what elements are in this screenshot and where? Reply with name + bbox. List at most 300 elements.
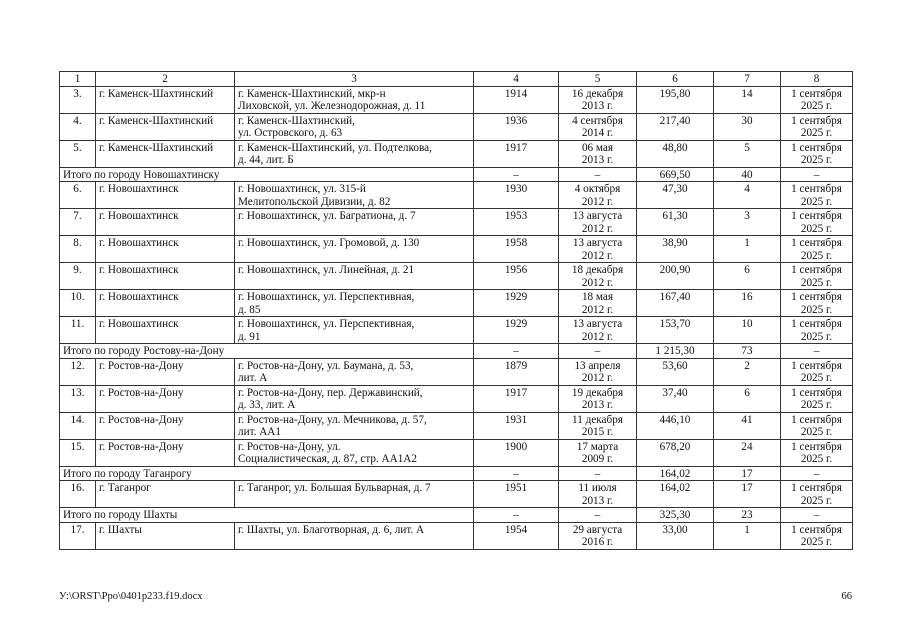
number-cell-line: 5. [73,141,82,154]
count-cell-line: 17 [741,482,753,494]
header-cell: 2 [96,72,235,87]
area-cell [637,439,714,466]
deadline-cell-line: 2025 г. [800,100,833,112]
address-cell-line: г. Каменск-Шахтинский, [238,114,355,127]
date-cell-line: 18 мая [581,291,614,303]
address-cell [235,522,474,549]
count-cell [714,522,781,549]
city-cell [96,481,235,508]
city-cell [96,182,235,209]
total-label-line: Итого по городу Шахты [63,509,178,521]
deadline-cell-line: 2025 г. [800,330,833,343]
area-cell [637,236,714,263]
deadline-cell-line: 1 сентября [791,440,842,453]
date-cell-line: 2016 г. [581,536,614,548]
deadline-cell-line: 2025 г. [800,276,833,289]
deadline-cell [781,412,853,439]
count-cell-line: 30 [741,114,753,127]
year-cell-line: 1958 [504,237,528,249]
year-cell-line: 1953 [504,210,528,222]
table-body [60,72,853,550]
date-cell [559,344,637,359]
city-cell [96,358,235,385]
count-cell [714,290,781,317]
date-cell [559,481,637,508]
address-cell-line: г. Новошахтинск, ул. Багратиона, д. 7 [238,210,416,222]
area-cell [637,113,714,140]
address-cell-line: г. Каменск-Шахтинский, ул. Подтелкова, [238,141,432,154]
number-cell-line: 17. [70,523,85,536]
count-cell-line: 6 [744,386,750,399]
deadline-cell-line: 1 сентября [791,523,842,536]
city-cell-line: г. Ростов-на-Дону [99,359,184,372]
date-cell-line: 13 апреля [574,359,621,372]
address-cell-line: г. Новошахтинск, ул. Линейная, д. 21 [238,264,415,276]
date-cell [559,167,637,182]
total-label-line: Итого по городу Новошахтинску [63,168,220,181]
count-cell-line: 16 [741,291,753,303]
city-cell [96,290,235,317]
header-cell: 5 [559,72,637,87]
deadline-cell [781,508,853,523]
date-cell-line: – [594,509,601,521]
date-cell [559,385,637,412]
city-cell [96,113,235,140]
address-cell [235,439,474,466]
deadline-cell-line: 2025 г. [800,494,833,507]
table-row [60,439,853,466]
date-cell-line: 2013 г. [581,399,614,411]
deadline-cell-line: 2025 г. [800,249,833,262]
deadline-cell-line: 1 сентября [791,291,842,303]
date-cell [559,466,637,481]
total-label-line: Итого по городу Таганрогу [63,467,192,480]
count-cell [714,344,781,359]
year-cell [474,412,559,439]
date-cell [559,508,637,523]
city-cell-line: г. Ростов-на-Дону [99,386,184,399]
date-cell-line: – [594,345,601,357]
count-cell [714,113,781,140]
total-row [60,508,853,523]
number-cell-line: 6. [73,183,82,195]
address-cell-line: г. Каменск-Шахтинский, мкр-н [238,87,386,100]
year-cell [474,385,559,412]
year-cell [474,290,559,317]
address-cell [235,290,474,317]
number-cell-line: 11. [70,318,85,330]
number-cell [60,481,96,508]
area-cell-line: 164,02 [659,467,691,480]
city-cell-line: г. Новошахтинск [99,237,179,249]
deadline-cell-line: 1 сентября [791,183,842,195]
area-cell-line: 669,50 [659,168,691,181]
number-cell [60,86,96,113]
date-cell-line: 2012 г. [581,195,614,208]
area-cell-line: 678,20 [659,440,691,453]
table-row [60,522,853,549]
deadline-cell-line: 1 сентября [791,237,842,249]
header-cell: 4 [474,72,559,87]
area-cell-line: 195,80 [659,87,691,100]
city-cell-line: г. Новошахтинск [99,264,179,276]
address-cell [235,385,474,412]
area-cell [637,317,714,344]
deadline-cell [781,290,853,317]
number-cell-line: 9. [73,264,82,276]
year-cell [474,522,559,549]
area-cell-line: 164,02 [659,482,691,494]
count-cell-line: 23 [741,509,753,521]
city-cell [96,236,235,263]
deadline-cell-line: 1 сентября [791,359,842,372]
date-cell [559,290,637,317]
area-cell-line: 153,70 [659,318,691,330]
address-cell-line: ул. Островского, д. 63 [238,127,343,139]
area-cell [637,508,714,523]
city-cell [96,263,235,290]
address-cell-line: д. 44, лит. Б [238,154,294,166]
table-row [60,385,853,412]
date-cell-line: 29 августа [572,523,623,536]
count-cell-line: 10 [741,318,753,330]
year-cell-line: 1951 [504,482,528,494]
count-cell-line: 17 [741,467,753,480]
year-cell [474,263,559,290]
address-cell [235,236,474,263]
date-cell [559,113,637,140]
count-cell-line: 5 [744,141,750,154]
date-cell-line: 13 августа [572,237,623,249]
date-cell [559,182,637,209]
year-cell [474,236,559,263]
number-cell [60,317,96,344]
area-cell-line: 47,30 [662,183,688,195]
date-cell-line: 2013 г. [581,154,614,166]
deadline-cell-line: 2025 г. [800,303,833,316]
area-cell-line: 38,90 [662,237,688,249]
date-cell [559,236,637,263]
address-cell-line: д. 91 [238,330,261,343]
year-cell [474,481,559,508]
header-cell: 1 [60,72,96,87]
number-cell-line: 4. [73,114,82,127]
table-row [60,263,853,290]
area-cell-line: 33,00 [662,523,688,536]
area-cell-line: 48,80 [662,141,688,154]
address-cell-line: г. Ростов-на-Дону, пер. Державинский, [238,386,423,399]
number-cell [60,182,96,209]
address-cell [235,263,474,290]
deadline-cell [781,466,853,481]
date-cell-line: 2012 г. [581,330,614,343]
address-cell-line: г. Новошахтинск, ул. Громовой, д. 130 [238,237,420,249]
deadline-cell [781,167,853,182]
total-row [60,344,853,359]
total-label [60,167,474,182]
date-cell-line: 17 марта [576,440,619,453]
area-cell-line: 37,40 [662,386,688,399]
year-cell-line: 1929 [504,291,528,303]
date-cell-line: 2009 г. [581,453,614,465]
city-cell [96,522,235,549]
area-cell-line: 446,10 [659,413,691,426]
header-row [60,72,853,87]
deadline-cell-line: – [813,168,820,181]
area-cell [637,466,714,481]
count-cell [714,209,781,236]
number-cell-line: 8. [73,237,82,249]
date-cell-line: 06 мая [581,141,614,154]
header-cell: 8 [781,72,853,87]
number-cell [60,522,96,549]
number-cell-line: 15. [70,440,85,453]
address-cell-line: г. Таганрог, ул. Большая Бульварная, д. 7 [238,482,431,494]
page-footer [59,591,852,602]
deadline-cell [781,140,853,167]
deadline-cell [781,439,853,466]
date-cell [559,209,637,236]
year-cell [474,508,559,523]
number-cell [60,385,96,412]
deadline-cell-line: 2025 г. [800,536,833,548]
deadline-cell [781,522,853,549]
year-cell [474,358,559,385]
address-cell [235,113,474,140]
date-cell-line: 13 августа [572,210,623,222]
date-cell [559,140,637,167]
deadline-cell [781,236,853,263]
deadline-cell-line: 2025 г. [800,195,833,208]
total-row [60,466,853,481]
year-cell-line: 1914 [504,87,528,100]
area-cell-line: 217,40 [659,114,691,127]
count-cell-line: 2 [744,359,750,372]
table-row [60,140,853,167]
deadline-cell-line: 1 сентября [791,141,842,154]
address-cell-line: лит. АА1 [238,426,281,438]
date-cell-line: 2012 г. [581,372,614,384]
city-cell [96,140,235,167]
city-cell [96,385,235,412]
deadline-cell-line: 1 сентября [791,210,842,222]
date-cell-line: 2014 г. [581,127,614,139]
count-cell [714,358,781,385]
number-cell-line: 16. [70,482,85,494]
year-cell-line: 1931 [504,413,528,426]
count-cell [714,466,781,481]
count-cell-line: 3 [744,210,750,222]
address-cell [235,317,474,344]
date-cell-line: 2012 г. [581,249,614,262]
deadline-cell-line: 2025 г. [800,453,833,465]
count-cell [714,317,781,344]
city-cell-line: г. Новошахтинск [99,318,179,330]
year-cell-line: 1929 [504,318,528,330]
date-cell-line: 2012 г. [581,303,614,316]
year-cell [474,167,559,182]
city-cell-line: г. Таганрог [99,482,151,494]
total-label-line: Итого по городу Ростову-на-Дону [63,345,225,357]
area-cell [637,344,714,359]
deadline-cell-line: 1 сентября [791,87,842,100]
deadline-cell-line: 1 сентября [791,114,842,127]
address-cell-line: г. Новошахтинск, ул. Перспективная, [238,291,415,303]
date-cell-line: 2013 г. [581,494,614,507]
deadline-cell-line: 2025 г. [800,426,833,438]
address-cell [235,86,474,113]
number-cell [60,209,96,236]
city-cell-line: г. Ростов-на-Дону [99,440,184,453]
deadline-cell [781,481,853,508]
count-cell [714,412,781,439]
count-cell-line: 24 [741,440,753,453]
page-number: 66 [841,591,852,602]
date-cell-line: 18 декабря [571,264,624,276]
address-cell [235,481,474,508]
deadline-cell-line: 2025 г. [800,222,833,235]
date-cell-line: 4 сентября [572,114,623,127]
area-cell [637,263,714,290]
date-cell-line: 16 декабря [571,87,624,100]
date-cell-line: 4 октября [574,183,621,195]
address-cell-line: д. 85 [238,303,261,316]
date-cell [559,263,637,290]
date-cell-line: – [594,467,601,480]
count-cell [714,140,781,167]
year-cell-line: 1930 [504,183,528,195]
address-cell-line: Мелитопольской Дивизии, д. 82 [238,195,391,208]
year-cell [474,439,559,466]
city-cell-line: г. Новошахтинск [99,183,179,195]
area-cell-line: 167,40 [659,291,691,303]
date-cell-line: 2012 г. [581,276,614,289]
number-cell-line: 10. [70,291,85,303]
deadline-cell [781,113,853,140]
number-cell [60,263,96,290]
date-cell-line: 2015 г. [581,426,614,438]
file-path: У:\ORST\Ppo\0401p233.f19.docx [59,591,203,602]
total-label [60,344,474,359]
address-cell-line: г. Ростов-на-Дону, ул. Мечникова, д. 57, [238,413,427,426]
area-cell [637,140,714,167]
number-cell [60,412,96,439]
area-cell [637,385,714,412]
area-cell-line: 200,90 [659,264,691,276]
year-cell-line: – [513,345,519,357]
area-cell [637,412,714,439]
count-cell [714,481,781,508]
deadline-cell-line: 2025 г. [800,154,833,166]
date-cell [559,522,637,549]
year-cell [474,113,559,140]
address-cell-line: Лиховской, ул. Железнодорожная, д. 11 [238,100,426,112]
year-cell [474,466,559,481]
deadline-cell-line: 1 сентября [791,482,842,494]
area-cell-line: 325,30 [659,509,691,521]
year-cell [474,140,559,167]
deadline-cell [781,358,853,385]
count-cell [714,236,781,263]
city-cell [96,412,235,439]
area-cell [637,209,714,236]
table-row [60,113,853,140]
deadline-cell [781,317,853,344]
date-cell [559,412,637,439]
count-cell-line: 4 [744,183,750,195]
area-cell-line: 61,30 [662,210,688,222]
header-cell: 3 [235,72,474,87]
year-cell-line: – [513,168,519,181]
area-cell-line: 1 215,30 [655,345,695,357]
year-cell-line: 1917 [504,141,528,154]
number-cell-line: 3. [73,87,82,100]
year-cell [474,344,559,359]
address-cell [235,140,474,167]
year-cell-line: 1954 [504,523,528,536]
table-row [60,358,853,385]
year-cell-line: – [513,509,519,521]
address-cell-line: г. Шахты, ул. Благотворная, д. 6, лит. А [238,523,425,536]
deadline-cell-line: – [813,467,820,480]
date-cell-line: 19 декабря [571,386,624,399]
deadline-cell-line: 1 сентября [791,264,842,276]
city-cell [96,317,235,344]
address-cell-line: г. Новошахтинск, ул. Перспективная, [238,318,415,330]
deadline-cell [781,209,853,236]
total-label [60,508,474,523]
table-row [60,236,853,263]
table-row [60,481,853,508]
date-cell-line: 13 августа [572,318,623,330]
deadline-cell-line: 2025 г. [800,127,833,139]
year-cell-line: 1879 [504,359,528,372]
year-cell-line: 1917 [504,386,528,399]
address-cell-line: д. 33, лит. А [238,399,296,411]
number-cell [60,236,96,263]
count-cell-line: 41 [741,413,753,426]
number-cell [60,113,96,140]
header-cell: 6 [637,72,714,87]
table-row [60,86,853,113]
count-cell [714,385,781,412]
year-cell [474,86,559,113]
deadline-cell [781,385,853,412]
count-cell-line: 73 [741,345,753,357]
deadline-cell-line: – [813,345,820,357]
area-cell [637,481,714,508]
date-cell-line: 11 декабря [572,413,623,426]
date-cell [559,439,637,466]
count-cell [714,182,781,209]
count-cell-line: 40 [741,168,753,181]
number-cell [60,290,96,317]
table-row [60,209,853,236]
count-cell [714,263,781,290]
deadline-cell [781,182,853,209]
table-row [60,290,853,317]
date-cell [559,86,637,113]
area-cell [637,167,714,182]
count-cell-line: 1 [744,523,750,536]
year-cell-line: 1956 [504,264,528,276]
number-cell-line: 12. [70,359,85,372]
date-cell-line: 2012 г. [581,222,614,235]
area-cell [637,290,714,317]
count-cell-line: 6 [744,264,750,276]
number-cell [60,358,96,385]
address-cell-line: г. Ростов-на-Дону, ул. [238,440,341,453]
